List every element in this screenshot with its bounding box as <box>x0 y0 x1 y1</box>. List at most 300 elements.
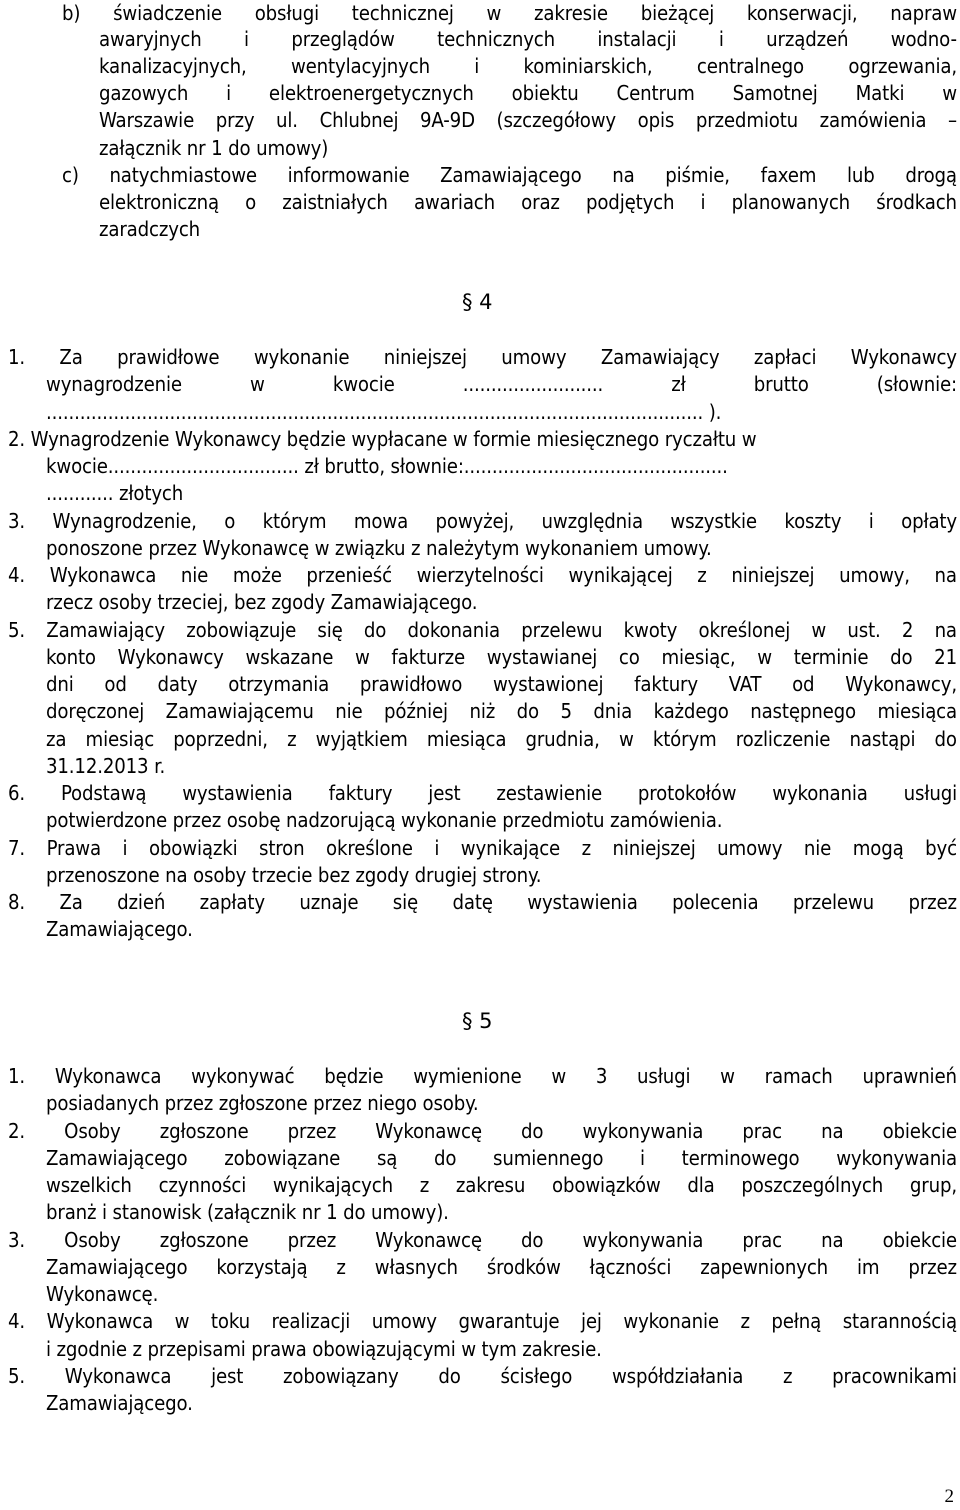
word: prawidłowo <box>359 672 463 696</box>
word: realizacji <box>271 1309 351 1333</box>
text-line <box>8 1062 957 1090</box>
word: później <box>384 699 448 723</box>
word: w <box>486 1 502 25</box>
text-line <box>8 507 957 535</box>
word: – <box>948 108 957 132</box>
word: zakresie <box>534 1 608 25</box>
word: im <box>857 1255 880 1279</box>
word: i <box>122 836 128 860</box>
word: współdziałania <box>611 1364 744 1388</box>
word: nie <box>335 699 363 723</box>
word: zobowiązane <box>224 1146 341 1170</box>
word: mogą <box>852 836 904 860</box>
word: Wykonawca <box>54 1064 162 1088</box>
word: daty <box>157 672 198 696</box>
word: konto <box>46 645 96 669</box>
word: ramach <box>764 1064 833 1088</box>
word: Osoby <box>64 1119 121 1143</box>
text-line <box>8 1362 957 1390</box>
word: otrzymania <box>228 672 330 696</box>
word: Matki <box>855 81 905 105</box>
word: brutto <box>753 372 809 396</box>
word: z <box>419 1173 430 1197</box>
word: ust. <box>847 618 881 642</box>
word: Wykonawca <box>46 1309 154 1333</box>
word: lub <box>847 163 875 187</box>
text-line <box>62 0 957 27</box>
word: do <box>363 618 387 642</box>
word: polecenia <box>672 890 759 914</box>
word: koszty <box>784 509 842 533</box>
word: miesiąc <box>85 727 155 751</box>
word: wyjątkiem <box>315 727 408 751</box>
text-line: załącznik nr 1 do umowy) <box>99 136 329 160</box>
word: w <box>811 618 827 642</box>
word: wszelkich <box>46 1173 132 1197</box>
word: wykonywania <box>582 1119 704 1143</box>
word: fakturze <box>391 645 466 669</box>
text-line: przenoszone na osoby trzecie bez zgody drugiej strony. <box>46 863 542 887</box>
word: przelewu <box>521 618 603 642</box>
word: nie <box>180 563 209 587</box>
word: obiektu <box>511 81 579 105</box>
word: wierzytelności <box>416 563 544 587</box>
word: obiekcie <box>882 1119 957 1143</box>
word: zamówienia <box>819 108 927 132</box>
section-heading-4: § 4 <box>462 290 493 314</box>
word: obowiązki <box>148 836 238 860</box>
text-line: ..................................................................................................................... ). <box>46 400 722 424</box>
word: Zamawiającego <box>46 1255 188 1279</box>
word: i <box>718 27 724 51</box>
word: z <box>287 727 297 751</box>
word: faktury <box>634 672 698 696</box>
word: sumiennego <box>493 1146 604 1170</box>
text-line: Zamawiającego. <box>46 917 193 941</box>
word: wynikające <box>460 836 561 860</box>
word: prac <box>742 1119 782 1143</box>
word: 3. <box>8 1228 26 1252</box>
word: gwarantuje <box>458 1309 560 1333</box>
word: umowy <box>371 1309 437 1333</box>
word: (szczegółowy <box>496 108 617 132</box>
word: następnego <box>750 699 856 723</box>
word: przez <box>908 1255 957 1279</box>
word: nastąpi <box>849 727 916 751</box>
word: być <box>925 836 957 860</box>
word: technicznej <box>351 1 454 25</box>
word: na <box>612 163 635 187</box>
text-line <box>46 1171 957 1199</box>
word: umowy <box>717 836 783 860</box>
text-line <box>8 343 957 371</box>
text-line <box>46 370 957 398</box>
word: i <box>700 190 706 214</box>
word: wykonanie <box>253 345 350 369</box>
word: niniejszej <box>731 563 815 587</box>
text-line <box>8 1117 957 1145</box>
word: kanalizacyjnych, <box>99 54 247 78</box>
word: poprzedni, <box>173 727 268 751</box>
word: faktury <box>328 781 393 805</box>
word: natychmiastowe <box>109 163 257 187</box>
word: prac <box>742 1228 782 1252</box>
word: zgłoszone <box>159 1119 249 1143</box>
word: środków <box>486 1255 561 1279</box>
word: na <box>934 618 957 642</box>
word: z <box>336 1255 346 1279</box>
word: rozliczenie <box>735 727 831 751</box>
word: urządzeń <box>766 27 849 51</box>
text-line <box>8 888 957 916</box>
word: poszczególnych <box>741 1173 884 1197</box>
word: jest <box>428 781 461 805</box>
text-line: rzecz osoby trzeciej, bez zgody Zamawiającego. <box>46 590 478 614</box>
word: Centrum <box>616 81 695 105</box>
word: 5 <box>560 699 572 723</box>
word: na <box>934 563 957 587</box>
text-line: 31.12.2013 r. <box>46 754 166 778</box>
word: Prawa <box>46 836 101 860</box>
word: zapewnionych <box>700 1255 829 1279</box>
word: awaryjnych <box>99 27 202 51</box>
word: usługi <box>637 1064 691 1088</box>
word: za <box>46 727 67 751</box>
word: 4. <box>8 1309 26 1333</box>
text-line <box>8 1226 957 1254</box>
word: czynności <box>158 1173 247 1197</box>
word: umowy <box>501 345 567 369</box>
word: do <box>934 727 957 751</box>
word: miesiąc, <box>661 645 736 669</box>
word: kwocie <box>332 372 395 396</box>
word: i <box>868 509 874 533</box>
word: będzie <box>324 1064 384 1088</box>
word: miesiąca <box>877 699 957 723</box>
word: przedmiotu <box>695 108 799 132</box>
word: Za <box>59 345 83 369</box>
word: gazowych <box>99 81 189 105</box>
word: wskazane <box>245 645 334 669</box>
word: bieżącej <box>640 1 715 25</box>
word: Zamawiającemu <box>165 699 314 723</box>
word: kominiarskich, <box>523 54 653 78</box>
word: wynikającej <box>568 563 673 587</box>
word: do <box>521 1228 544 1252</box>
word: i <box>244 27 249 51</box>
word: konserwacji, <box>746 1 858 25</box>
word: dla <box>687 1173 715 1197</box>
text-line <box>8 779 957 807</box>
text-line <box>8 834 957 862</box>
word: łączności <box>589 1255 672 1279</box>
word: zgłoszone <box>159 1228 249 1252</box>
word: o <box>245 190 257 214</box>
word: usługi <box>903 781 957 805</box>
word: grudnia, <box>525 727 600 751</box>
word: do <box>433 1146 457 1170</box>
word: Zamawiającego <box>440 163 582 187</box>
word: Zamawiającego <box>46 1146 188 1170</box>
word: i <box>474 54 480 78</box>
word: 2 <box>901 618 914 642</box>
word: drogą <box>905 163 957 187</box>
word: wystawienia <box>182 781 293 805</box>
word: od <box>104 672 127 696</box>
word: którym <box>652 727 717 751</box>
word: 5. <box>8 1364 26 1388</box>
text-line <box>46 1144 957 1172</box>
word: przeglądów <box>291 27 395 51</box>
text-line: Wykonawcę. <box>46 1282 159 1306</box>
word: z <box>581 836 592 860</box>
word: niniejszej <box>612 836 696 860</box>
word: 5. <box>8 618 26 642</box>
word: mowa <box>353 509 409 533</box>
word: Wykonawcy, <box>845 672 957 696</box>
word: co <box>618 645 640 669</box>
word: 3. <box>8 509 26 533</box>
text-line: i zgodnie z przepisami prawa obowiązującymi w tym zakresie. <box>46 1337 602 1361</box>
word: wystawianej <box>486 645 598 669</box>
text-line <box>46 1253 957 1281</box>
word: wykonywania <box>582 1228 704 1252</box>
word: w <box>942 81 957 105</box>
word: określonej <box>698 618 791 642</box>
word: dzień <box>117 890 166 914</box>
word: wodno- <box>890 27 957 51</box>
word: 2. <box>8 1119 26 1143</box>
word: technicznych <box>437 27 555 51</box>
word: zakresu <box>455 1173 526 1197</box>
word: zł <box>671 372 686 396</box>
section-heading-5: § 5 <box>462 1009 493 1033</box>
word: Wykonawcy <box>117 645 224 669</box>
word: świadczenie <box>113 1 222 25</box>
word: w <box>551 1064 567 1088</box>
text-line <box>99 106 957 134</box>
word: 4. <box>8 563 26 587</box>
word: ścisłego <box>500 1364 573 1388</box>
word: Chlubnej <box>319 108 399 132</box>
word: Wynagrodzenie, <box>52 509 197 533</box>
word: przy <box>215 108 255 132</box>
word: Samotnej <box>732 81 818 105</box>
text-line <box>46 670 957 698</box>
word: terminowego <box>681 1146 800 1170</box>
word: Wykonawca <box>49 563 157 587</box>
word: 6. <box>8 781 26 805</box>
page-number: 2 <box>944 1486 954 1507</box>
word: wystawienia <box>527 890 638 914</box>
word: do <box>516 699 539 723</box>
word: 7. <box>8 836 26 860</box>
word: w <box>720 1064 735 1088</box>
word: nie <box>803 836 832 860</box>
word: piśmie, <box>665 163 730 187</box>
word: prawidłowe <box>117 345 220 369</box>
word: Zamawiający <box>46 618 165 642</box>
word: instalacji <box>597 27 677 51</box>
word: uwzględnia <box>541 509 643 533</box>
text-line <box>8 1307 957 1335</box>
word: umowy, <box>839 563 910 587</box>
word: dokonania <box>407 618 501 642</box>
text-line <box>62 161 957 189</box>
word: na <box>821 1119 844 1143</box>
word: każdego <box>653 699 729 723</box>
word: zaistniałych <box>282 190 388 214</box>
word: ul. <box>276 108 298 132</box>
word: VAT <box>728 672 762 696</box>
text-line <box>46 697 957 725</box>
word: do <box>438 1364 461 1388</box>
word: Zamawiający <box>600 345 720 369</box>
word: w <box>757 645 772 669</box>
word: i <box>640 1146 645 1170</box>
text-line <box>99 188 957 216</box>
word: podjętych <box>585 190 675 214</box>
word: dni <box>46 672 74 696</box>
word: uznaje <box>299 890 359 914</box>
word: informowanie <box>287 163 410 187</box>
word: którym <box>262 509 327 533</box>
word: w <box>618 727 634 751</box>
word: o <box>224 509 236 533</box>
word: zobowiązuje <box>186 618 297 642</box>
word: z <box>740 1309 750 1333</box>
word: zobowiązany <box>283 1364 399 1388</box>
word: wykonanie <box>623 1309 719 1333</box>
word: opłaty <box>901 509 957 533</box>
word: 1. <box>8 345 26 369</box>
word: własnych <box>374 1255 458 1279</box>
word: wynikających <box>272 1173 393 1197</box>
word: kwoty <box>623 618 678 642</box>
word: wentylacyjnych <box>290 54 430 78</box>
word: elektroenergetycznych <box>268 81 474 105</box>
word: przenieść <box>306 563 392 587</box>
word: faxem <box>760 163 817 187</box>
word: niniejszej <box>383 345 467 369</box>
word: są <box>376 1146 398 1170</box>
word: starannością <box>842 1309 957 1333</box>
word: terminie <box>793 645 869 669</box>
word: wystawionej <box>492 672 604 696</box>
word: Wykonawcy <box>850 345 957 369</box>
word: uprawnień <box>862 1064 957 1088</box>
word: obsługi <box>254 1 320 25</box>
word: korzystają <box>216 1255 308 1279</box>
text-line: ponoszone przez Wykonawcę w związku z należytym wykonaniem umowy. <box>46 536 712 560</box>
word: toku <box>210 1309 250 1333</box>
word: przez <box>287 1119 337 1143</box>
word: elektroniczną <box>99 190 219 214</box>
word: na <box>821 1228 844 1252</box>
word: opis <box>637 108 675 132</box>
word: środkach <box>876 190 957 214</box>
text-line <box>99 79 957 107</box>
word: ogrzewania, <box>848 54 957 78</box>
word: przez <box>287 1228 337 1252</box>
word: oraz <box>521 190 560 214</box>
text-line: 2. Wynagrodzenie Wykonawcy będzie wypłacane w formie miesięcznego ryczałtu w <box>8 427 757 451</box>
word: przez <box>908 890 957 914</box>
word: może <box>232 563 282 587</box>
text-line <box>99 25 957 53</box>
word: obiekcie <box>882 1228 957 1252</box>
word: do <box>890 645 913 669</box>
text-line <box>8 616 957 644</box>
word: pełną <box>771 1309 822 1333</box>
word: awariach <box>413 190 496 214</box>
text-line <box>46 725 957 753</box>
text-line: ............ złotych <box>46 481 184 505</box>
word: Za <box>59 890 83 914</box>
word: wynagrodzenie <box>46 372 182 396</box>
word: w <box>250 372 265 396</box>
word: z <box>697 563 707 587</box>
word: 8. <box>8 890 26 914</box>
word: obowiązków <box>552 1173 661 1197</box>
word: Warszawie <box>99 108 195 132</box>
word: wymienione <box>413 1064 522 1088</box>
word: do <box>521 1119 544 1143</box>
word: wszystkie <box>670 509 757 533</box>
word: 9A-9D <box>420 108 475 132</box>
word: Wykonawcę <box>375 1119 482 1143</box>
word: jest <box>211 1364 244 1388</box>
word: stron <box>259 836 305 860</box>
word: się <box>392 890 419 914</box>
text-line <box>8 561 957 589</box>
text-line <box>99 52 957 80</box>
word: ......................... <box>462 372 604 396</box>
word: protokołów <box>637 781 737 805</box>
word: w <box>354 645 370 669</box>
word: powyżej, <box>435 509 515 533</box>
text-line: Zamawiającego. <box>46 1391 193 1415</box>
word: jej <box>580 1309 602 1333</box>
text-line: kwocie.................................. zł brutto, słownie:............................................... <box>46 454 728 478</box>
word: napraw <box>890 1 957 25</box>
word: 3 <box>595 1064 608 1088</box>
text-line: potwierdzone przez osobę nadzorującą wykonanie przedmiotu zamówienia. <box>46 808 723 832</box>
word: 21 <box>934 645 957 669</box>
text-line: posiadanych przez zgłoszone przez niego osoby. <box>46 1091 479 1115</box>
word: Wykonawcę <box>375 1228 482 1252</box>
text-line: branż i stanowisk (załącznik nr 1 do umowy). <box>46 1200 449 1224</box>
word: zestawienie <box>496 781 603 805</box>
word: wykonania <box>772 781 868 805</box>
word: i <box>226 81 232 105</box>
text-line <box>46 643 957 671</box>
word: centralnego <box>696 54 805 78</box>
word: przelewu <box>792 890 875 914</box>
word: wykonywać <box>191 1064 295 1088</box>
word: planowanych <box>731 190 851 214</box>
word: pracownikami <box>832 1364 957 1388</box>
word: w <box>174 1309 190 1333</box>
word: zapłaci <box>753 345 817 369</box>
text-line: zaradczych <box>99 217 201 241</box>
word: zapłaty <box>199 890 265 914</box>
word: niż <box>469 699 496 723</box>
word: b) <box>62 1 81 25</box>
word: (słownie: <box>876 372 957 396</box>
word: 1. <box>8 1064 26 1088</box>
word: dnia <box>593 699 633 723</box>
